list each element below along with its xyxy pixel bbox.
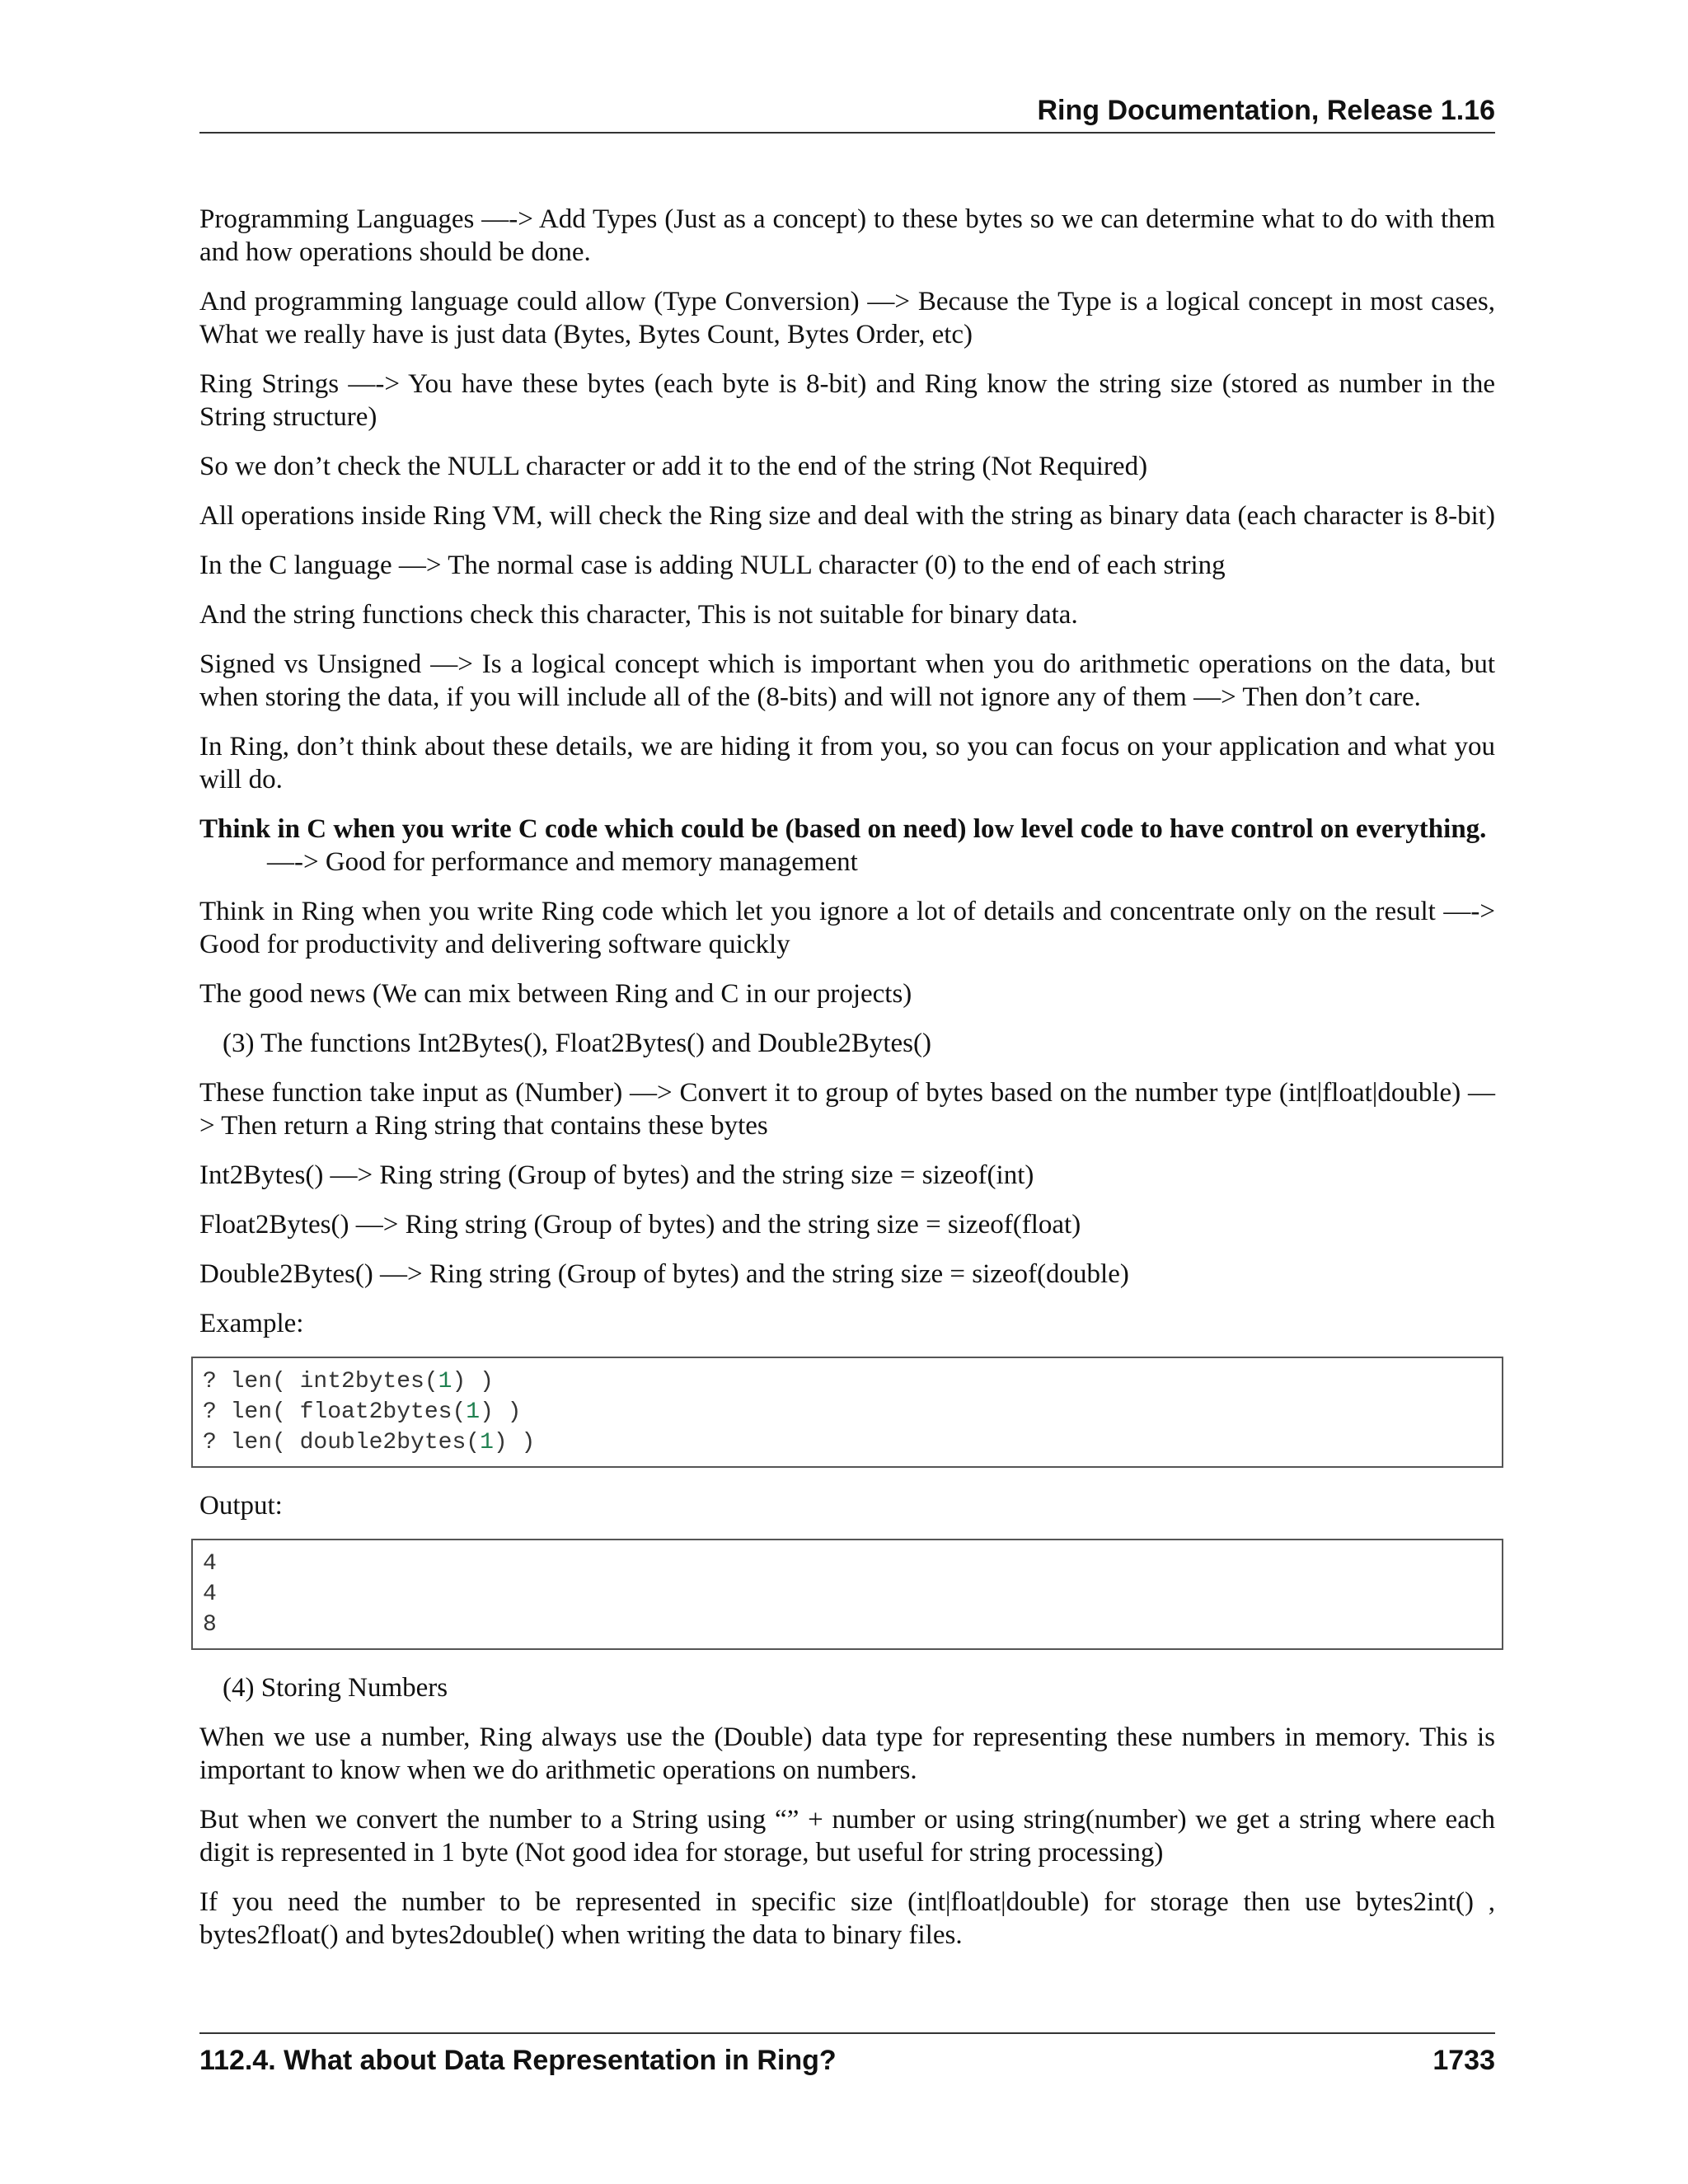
header-title: Ring Documentation, Release 1.16 <box>1037 95 1495 126</box>
paragraph: Double2Bytes() —> Ring string (Group of bytes) and the string size = sizeof(double) <box>199 1259 1129 1289</box>
code-text: ) ) <box>493 1430 536 1455</box>
output-line: 4 <box>203 1551 217 1577</box>
enumerated-heading-3: (3) The functions Int2Bytes(), Float2Bytes() and Double2Bytes() <box>223 1029 931 1058</box>
paragraph: So we don’t check the NULL character or add it to the end of the string (Not Required) <box>199 452 1148 481</box>
definition-list <box>199 813 1495 879</box>
paragraph: Float2Bytes() —> Ring string (Group of bytes) and the string size = sizeof(float) <box>199 1210 1081 1240</box>
paragraph: But when we convert the number to a String using “” + number or using string(number) we get a string where each digit is represented in 1 byte (Not good idea for storage, but useful for string processing) <box>199 1805 1495 1868</box>
code-number: 1 <box>466 1399 481 1425</box>
code-number: 1 <box>438 1369 452 1394</box>
code-number: 1 <box>480 1430 494 1455</box>
page-header <box>199 92 1495 134</box>
paragraph: And the string functions check this character, This is not suitable for binary data. <box>199 600 1078 630</box>
code-line <box>203 1366 1492 1397</box>
paragraph: In Ring, don’t think about these details, we are hiding it from you, so you can focus on your application and what you will do. <box>199 732 1495 794</box>
example-label: Example: <box>199 1309 304 1338</box>
code-text: ) ) <box>480 1399 522 1425</box>
paragraph: Int2Bytes() —> Ring string (Group of bytes) and the string size = sizeof(int) <box>199 1160 1034 1190</box>
page-number: 1733 <box>1432 2045 1495 2076</box>
code-text: ? len( float2bytes( <box>203 1399 467 1425</box>
paragraph: Ring Strings —-> You have these bytes (each byte is 8-bit) and Ring know the string size (stored as number in the String structure) <box>199 369 1495 432</box>
code-text: ) ) <box>452 1369 494 1394</box>
definition-term: Think in C when you write C code which could be (based on need) low level code to have control on everything. <box>199 814 1487 844</box>
output-code-block <box>191 1539 1503 1650</box>
paragraph: These function take input as (Number) —> Convert it to group of bytes based on the number type (int|float|double) —> Then return a Ring string that contains these bytes <box>199 1078 1495 1141</box>
code-text: ? len( int2bytes( <box>203 1369 438 1394</box>
output-line: 4 <box>203 1582 217 1607</box>
page-footer <box>199 2032 1495 2079</box>
output-label: Output: <box>199 1491 283 1521</box>
paragraph: In the C language —> The normal case is adding NULL character (0) to the end of each string <box>199 551 1226 580</box>
enumerated-heading-4: (4) Storing Numbers <box>223 1673 448 1703</box>
paragraph: Think in Ring when you write Ring code which let you ignore a lot of details and concentrate only on the result —-> Good for productivity and delivering software quickly <box>199 897 1495 959</box>
paragraph: If you need the number to be represented in specific size (int|float|double) for storage then use bytes2int() , bytes2float() and bytes2double() when writing the data to binary files. <box>199 1887 1495 1950</box>
paragraph: When we use a number, Ring always use the (Double) data type for representing these numbers in memory. This is important to know when we do arithmetic operations on numbers. <box>199 1722 1495 1785</box>
output-line: 8 <box>203 1612 217 1638</box>
paragraph: The good news (We can mix between Ring and C in our projects) <box>199 979 912 1009</box>
paragraph: Signed vs Unsigned —> Is a logical concept which is important when you do arithmetic operations on the data, but when storing the data, if you will include all of the (8-bits) and will not ignore any of them —> Then don’t care. <box>199 649 1495 712</box>
page-content <box>199 203 1495 1968</box>
paragraph: Programming Languages —-> Add Types (Just as a concept) to these bytes so we can determine what to do with them and how operations should be done. <box>199 204 1495 267</box>
code-text: ? len( double2bytes( <box>203 1430 481 1455</box>
code-line <box>203 1397 1492 1427</box>
paragraph: And programming language could allow (Type Conversion) —> Because the Type is a logical concept in most cases, What we really have is just data (Bytes, Bytes Count, Bytes Order, etc) <box>199 287 1495 349</box>
paragraph: All operations inside Ring VM, will check the Ring size and deal with the string as binary data (each character is 8-bit) <box>199 501 1495 531</box>
code-line <box>203 1427 1492 1458</box>
definition-description: —-> Good for performance and memory management <box>267 847 858 877</box>
example-code-block <box>191 1357 1503 1468</box>
footer-section-title: 112.4. What about Data Representation in Ring? <box>199 2045 837 2076</box>
